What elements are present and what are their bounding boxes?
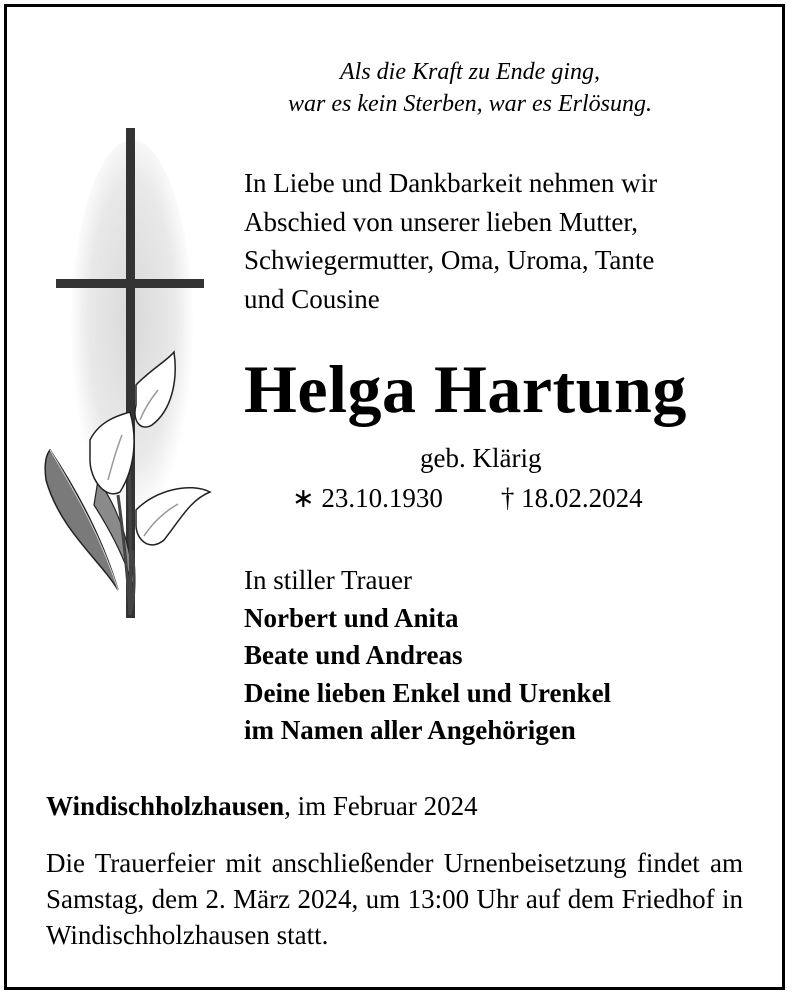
- life-dates: [292, 480, 643, 516]
- birth-name: geb. Klärig: [420, 443, 542, 473]
- place-date: [46, 788, 478, 824]
- intro-line: Schwiegermutter, Oma, Uroma, Tante: [244, 245, 655, 275]
- mourners: [244, 562, 611, 750]
- funeral-info: Die Trauerfeier mit anschließender Urnenbeisetzung findet am Samstag, dem 2. März 2024, um 13:00 Uhr auf dem Friedhof in Windischholzhausen statt.: [46, 848, 743, 950]
- cross-with-lilies-icon: [40, 120, 220, 630]
- deceased-name: Helga Hartung: [244, 351, 687, 427]
- intro-line: In Liebe und Dankbarkeit nehmen wir: [244, 168, 658, 198]
- mourner-name: Norbert und Anita: [244, 602, 459, 633]
- mourner-name: im Namen aller Angehörigen: [244, 715, 576, 745]
- mourner-name: Deine lieben Enkel und Urenkel: [244, 677, 612, 708]
- motto: [240, 56, 700, 120]
- motto-line: war es kein Sterben, war es Erlösung.: [288, 91, 652, 117]
- intro-text: [244, 164, 764, 318]
- intro-line: und Cousine: [244, 283, 380, 314]
- mourners-heading: In stiller Trauer: [244, 565, 412, 595]
- birth-date: ∗ 23.10.1930: [292, 483, 443, 513]
- mourner-name: Beate und Andreas: [244, 640, 463, 670]
- place-name: Windischholzhausen: [46, 791, 285, 821]
- motto-line: Als die Kraft zu Ende ging,: [340, 59, 600, 85]
- intro-line: Abschied von unserer lieben Mutter,: [244, 206, 639, 237]
- death-date: † 18.02.2024: [500, 483, 643, 513]
- notice-date: , im Februar 2024: [284, 791, 478, 821]
